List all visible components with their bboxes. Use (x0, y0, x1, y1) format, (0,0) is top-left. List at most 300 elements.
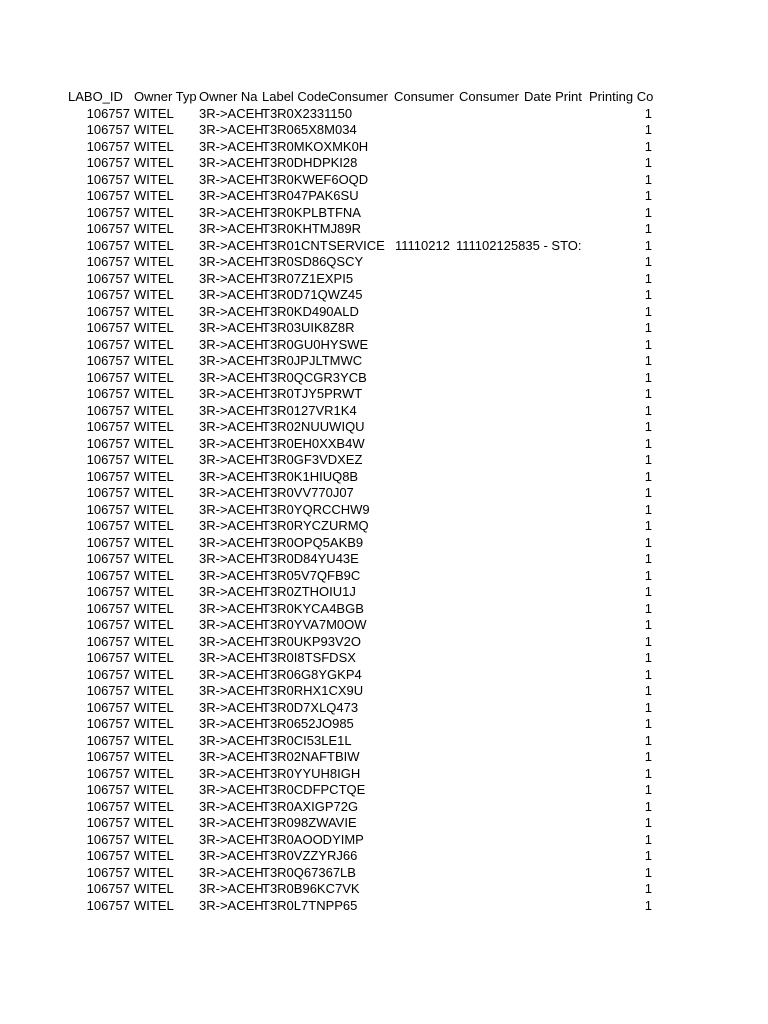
cell-printing-count: 1 (644, 683, 652, 698)
cell-owner-type: WITEL (134, 188, 174, 203)
cell-printing-count: 1 (644, 650, 652, 665)
cell-owner-type: WITEL (134, 782, 174, 797)
cell-owner-type: WITEL (134, 122, 174, 137)
cell-owner-name: 3R->ACEH (199, 881, 264, 896)
cell-owner-type: WITEL (134, 320, 174, 335)
cell-owner-type: WITEL (134, 303, 174, 319)
cell-printing-count: 1 (644, 452, 652, 467)
cell-label-code: T3R02NUUWIQU (262, 419, 365, 434)
cell-printing-count: 1 (644, 551, 652, 566)
cell-owner-name: 3R->ACEH (199, 749, 264, 764)
cell-printing-count: 1 (644, 501, 652, 517)
cell-labo-id: 106757 (86, 749, 130, 764)
cell-label-code: T3R0KWEF6OQD (262, 171, 369, 187)
cell-labo-id: 106757 (86, 864, 130, 880)
cell-owner-type: WITEL (134, 336, 174, 352)
cell-owner-name: 3R->ACEH (199, 237, 264, 253)
table-row (66, 337, 656, 354)
cell-label-code: T3R0EH0XXB4W (262, 435, 365, 451)
cell-owner-type: WITEL (134, 567, 174, 583)
data-rows (66, 106, 656, 915)
cell-printing-count: 1 (644, 204, 652, 220)
cell-owner-name: 3R->ACEH (199, 353, 264, 368)
cell-owner-type: WITEL (134, 732, 174, 748)
cell-labo-id: 106757 (86, 369, 130, 385)
cell-labo-id: 106757 (86, 452, 130, 467)
cell-printing-count: 1 (644, 534, 652, 550)
cell-owner-type: WITEL (134, 864, 174, 880)
cell-consumer-1: SERVICE (328, 237, 385, 253)
cell-printing-count: 1 (644, 600, 652, 616)
cell-printing-count: 1 (644, 188, 652, 203)
cell-printing-count: 1 (644, 485, 652, 500)
cell-labo-id: 106757 (86, 303, 130, 319)
table-row (66, 683, 656, 700)
cell-printing-count: 1 (644, 369, 652, 385)
cell-printing-count: 1 (644, 584, 652, 599)
cell-labo-id: 106757 (86, 699, 130, 715)
cell-printing-count: 1 (644, 320, 652, 335)
cell-labo-id: 106757 (86, 320, 130, 335)
cell-owner-name: 3R->ACEH (199, 369, 264, 385)
cell-owner-type: WITEL (134, 270, 174, 286)
cell-owner-type: WITEL (134, 798, 174, 814)
cell-printing-count: 1 (644, 336, 652, 352)
cell-labo-id: 106757 (86, 221, 130, 236)
cell-printing-count: 1 (644, 270, 652, 286)
cell-owner-type: WITEL (134, 204, 174, 220)
cell-printing-count: 1 (644, 798, 652, 814)
table-row (66, 139, 656, 156)
table-row (66, 782, 656, 799)
cell-owner-name: 3R->ACEH (199, 270, 264, 286)
cell-labo-id: 106757 (86, 122, 130, 137)
cell-labo-id: 106757 (86, 171, 130, 187)
cell-printing-count: 1 (644, 831, 652, 847)
cell-labo-id: 106757 (86, 815, 130, 830)
cell-owner-name: 3R->ACEH (199, 501, 264, 517)
cell-labo-id: 106757 (86, 600, 130, 616)
cell-owner-type: WITEL (134, 534, 174, 550)
cell-owner-type: WITEL (134, 815, 174, 830)
cell-labo-id: 106757 (86, 881, 130, 896)
cell-printing-count: 1 (644, 716, 652, 731)
table-row (66, 551, 656, 568)
cell-label-code: T3R0OPQ5AKB9 (262, 534, 364, 550)
cell-label-code: T3R0K1HIUQ8B (262, 468, 359, 484)
cell-owner-name: 3R->ACEH (199, 732, 264, 748)
table-row (66, 469, 656, 486)
cell-owner-type: WITEL (134, 617, 174, 632)
cell-owner-type: WITEL (134, 171, 174, 187)
cell-owner-name: 3R->ACEH (199, 683, 264, 698)
cell-owner-name: 3R->ACEH (199, 287, 264, 302)
cell-label-code: T3R0D7XLQ473 (262, 699, 359, 715)
table-row (66, 436, 656, 453)
table-row (66, 667, 656, 684)
cell-owner-type: WITEL (134, 848, 174, 863)
cell-label-code: T3R0D84YU43E (262, 551, 359, 566)
table-row (66, 287, 656, 304)
cell-printing-count: 1 (644, 402, 652, 418)
cell-owner-type: WITEL (134, 650, 174, 665)
table-row (66, 221, 656, 238)
cell-label-code: T3R06G8YGKP4 (262, 666, 362, 682)
table-row (66, 188, 656, 205)
cell-label-code: T3R0AOODYIMP (262, 831, 364, 847)
cell-owner-type: WITEL (134, 435, 174, 451)
table-row (66, 370, 656, 387)
cell-owner-name: 3R->ACEH (199, 468, 264, 484)
cell-owner-type: WITEL (134, 254, 174, 269)
cell-label-code: T3R065X8M034 (262, 122, 357, 137)
cell-labo-id: 106757 (86, 386, 130, 401)
cell-printing-count: 1 (644, 666, 652, 682)
table-row (66, 485, 656, 502)
cell-owner-type: WITEL (134, 155, 174, 170)
cell-owner-type: WITEL (134, 237, 174, 253)
cell-printing-count: 1 (644, 386, 652, 401)
cell-label-code: T3R0UKP93V2O (262, 633, 361, 649)
cell-owner-name: 3R->ACEH (199, 452, 264, 467)
cell-owner-name: 3R->ACEH (199, 584, 264, 599)
cell-owner-name: 3R->ACEH (199, 815, 264, 830)
cell-owner-type: WITEL (134, 897, 174, 913)
cell-owner-name: 3R->ACEH (199, 716, 264, 731)
header-row (66, 89, 656, 106)
cell-printing-count: 1 (644, 765, 652, 781)
cell-label-code: T3R0AXIGP72G (262, 798, 359, 814)
cell-owner-type: WITEL (134, 584, 174, 599)
cell-owner-type: WITEL (134, 699, 174, 715)
cell-owner-name: 3R->ACEH (199, 254, 264, 269)
cell-labo-id: 106757 (86, 402, 130, 418)
cell-labo-id: 106757 (86, 765, 130, 781)
cell-label-code: T3R0KPLBTFNA (262, 204, 361, 220)
cell-labo-id: 106757 (86, 435, 130, 451)
cell-label-code: T3R0RYCZURMQ (262, 518, 369, 533)
header-consumer-2: Consumer (394, 89, 454, 104)
cell-labo-id: 106757 (86, 501, 130, 517)
cell-printing-count: 1 (644, 633, 652, 649)
cell-label-code: T3R0652JO985 (262, 716, 354, 731)
cell-owner-type: WITEL (134, 419, 174, 434)
header-labo-id: LABO_ID (68, 89, 123, 104)
cell-label-code: T3R0KD490ALD (262, 303, 359, 319)
cell-labo-id: 106757 (86, 633, 130, 649)
cell-printing-count: 1 (644, 138, 652, 154)
header-consumer-1: Consumer (328, 89, 388, 104)
cell-owner-name: 3R->ACEH (199, 897, 264, 913)
cell-owner-name: 3R->ACEH (199, 650, 264, 665)
cell-label-code: T3R0127VR1K4 (262, 402, 357, 418)
cell-label-code: T3R098ZWAVIE (262, 815, 357, 830)
cell-labo-id: 106757 (86, 666, 130, 682)
table-row (66, 848, 656, 865)
cell-owner-name: 3R->ACEH (199, 105, 264, 121)
cell-labo-id: 106757 (86, 155, 130, 170)
cell-owner-type: WITEL (134, 105, 174, 121)
cell-owner-name: 3R->ACEH (199, 188, 264, 203)
cell-owner-name: 3R->ACEH (199, 518, 264, 533)
spreadsheet (66, 89, 656, 914)
header-printing-co: Printing Co (589, 89, 654, 104)
cell-printing-count: 1 (644, 782, 652, 797)
cell-owner-name: 3R->ACEH (199, 485, 264, 500)
cell-labo-id: 106757 (86, 518, 130, 533)
table-row (66, 865, 656, 882)
cell-consumer-3: 111102125835 - STO: (456, 237, 582, 253)
cell-owner-type: WITEL (134, 633, 174, 649)
cell-owner-name: 3R->ACEH (199, 864, 264, 880)
cell-label-code: T3R0YYUH8IGH (262, 765, 361, 781)
table-row (66, 733, 656, 750)
table-row (66, 634, 656, 651)
cell-owner-name: 3R->ACEH (199, 666, 264, 682)
cell-labo-id: 106757 (86, 567, 130, 583)
cell-label-code: T3R0CI53LE1L (262, 732, 352, 748)
table-row (66, 238, 656, 255)
cell-owner-type: WITEL (134, 666, 174, 682)
cell-owner-type: WITEL (134, 402, 174, 418)
cell-labo-id: 106757 (86, 650, 130, 665)
cell-owner-type: WITEL (134, 485, 174, 500)
table-row (66, 601, 656, 618)
cell-labo-id: 106757 (86, 336, 130, 352)
cell-owner-name: 3R->ACEH (199, 138, 264, 154)
cell-labo-id: 106757 (86, 716, 130, 731)
table-row (66, 205, 656, 222)
cell-owner-name: 3R->ACEH (199, 204, 264, 220)
cell-labo-id: 106757 (86, 138, 130, 154)
cell-owner-name: 3R->ACEH (199, 402, 264, 418)
cell-owner-type: WITEL (134, 386, 174, 401)
cell-labo-id: 106757 (86, 897, 130, 913)
cell-consumer-2: 11110212 (395, 237, 450, 253)
cell-owner-name: 3R->ACEH (199, 386, 264, 401)
cell-owner-type: WITEL (134, 683, 174, 698)
cell-owner-name: 3R->ACEH (199, 567, 264, 583)
header-date-print: Date Print (524, 89, 582, 104)
cell-printing-count: 1 (644, 897, 652, 913)
cell-label-code: T3R0YQRCCHW9 (262, 501, 370, 517)
cell-label-code: T3R0YVA7M0OW (262, 617, 367, 632)
cell-labo-id: 106757 (86, 831, 130, 847)
cell-owner-name: 3R->ACEH (199, 617, 264, 632)
cell-printing-count: 1 (644, 881, 652, 896)
cell-label-code: T3R0MKOXMK0H (262, 138, 369, 154)
cell-label-code: T3R0Q67367LB (262, 864, 356, 880)
cell-printing-count: 1 (644, 122, 652, 137)
cell-labo-id: 106757 (86, 254, 130, 269)
cell-printing-count: 1 (644, 287, 652, 302)
cell-owner-type: WITEL (134, 881, 174, 896)
table-row (66, 254, 656, 271)
table-row (66, 106, 656, 123)
table-row (66, 419, 656, 436)
cell-label-code: T3R0QCGR3YCB (262, 369, 367, 385)
table-row (66, 452, 656, 469)
header-label-code: Label Code (262, 89, 329, 104)
cell-printing-count: 1 (644, 749, 652, 764)
cell-label-code: T3R0RHX1CX9U (262, 683, 364, 698)
cell-owner-name: 3R->ACEH (199, 848, 264, 863)
cell-labo-id: 106757 (86, 237, 130, 253)
cell-labo-id: 106757 (86, 204, 130, 220)
table-row (66, 320, 656, 337)
cell-labo-id: 106757 (86, 848, 130, 863)
cell-owner-name: 3R->ACEH (199, 798, 264, 814)
cell-printing-count: 1 (644, 221, 652, 236)
table-row (66, 716, 656, 733)
table-row (66, 386, 656, 403)
cell-label-code: T3R0B96KC7VK (262, 881, 360, 896)
table-row (66, 700, 656, 717)
cell-label-code: T3R0GU0HYSWE (262, 336, 369, 352)
table-row (66, 749, 656, 766)
cell-label-code: T3R0CDFPCTQE (262, 782, 366, 797)
table-row (66, 617, 656, 634)
header-owner-name: Owner Na (199, 89, 258, 104)
cell-label-code: T3R0VV770J07 (262, 485, 354, 500)
cell-owner-type: WITEL (134, 518, 174, 533)
table-row (66, 518, 656, 535)
cell-labo-id: 106757 (86, 287, 130, 302)
cell-owner-type: WITEL (134, 600, 174, 616)
cell-owner-name: 3R->ACEH (199, 699, 264, 715)
table-row (66, 502, 656, 519)
table-row (66, 568, 656, 585)
cell-labo-id: 106757 (86, 485, 130, 500)
header-consumer-3: Consumer (459, 89, 519, 104)
cell-owner-name: 3R->ACEH (199, 336, 264, 352)
cell-owner-name: 3R->ACEH (199, 831, 264, 847)
table-row (66, 172, 656, 189)
cell-printing-count: 1 (644, 105, 652, 121)
cell-owner-name: 3R->ACEH (199, 221, 264, 236)
table-row (66, 271, 656, 288)
cell-label-code: T3R0DHDPKI28 (262, 155, 358, 170)
cell-owner-name: 3R->ACEH (199, 155, 264, 170)
cell-owner-name: 3R->ACEH (199, 782, 264, 797)
cell-owner-type: WITEL (134, 287, 174, 302)
cell-label-code: T3R047PAK6SU (262, 188, 359, 203)
table-row (66, 155, 656, 172)
cell-labo-id: 106757 (86, 188, 130, 203)
cell-owner-name: 3R->ACEH (199, 419, 264, 434)
cell-label-code: T3R07Z1EXPI5 (262, 270, 354, 286)
cell-printing-count: 1 (644, 732, 652, 748)
table-row (66, 535, 656, 552)
cell-printing-count: 1 (644, 237, 652, 253)
cell-labo-id: 106757 (86, 551, 130, 566)
table-row (66, 898, 656, 915)
cell-printing-count: 1 (644, 864, 652, 880)
cell-owner-type: WITEL (134, 369, 174, 385)
cell-owner-name: 3R->ACEH (199, 303, 264, 319)
cell-labo-id: 106757 (86, 782, 130, 797)
cell-owner-name: 3R->ACEH (199, 633, 264, 649)
table-row (66, 799, 656, 816)
table-row (66, 403, 656, 420)
cell-owner-type: WITEL (134, 551, 174, 566)
cell-printing-count: 1 (644, 435, 652, 451)
cell-labo-id: 106757 (86, 732, 130, 748)
cell-label-code: T3R0KHTMJ89R (262, 221, 361, 236)
cell-owner-type: WITEL (134, 831, 174, 847)
cell-printing-count: 1 (644, 567, 652, 583)
cell-labo-id: 106757 (86, 419, 130, 434)
cell-printing-count: 1 (644, 303, 652, 319)
cell-printing-count: 1 (644, 419, 652, 434)
cell-label-code: T3R0ZTHOIU1J (262, 584, 356, 599)
cell-owner-type: WITEL (134, 221, 174, 236)
cell-labo-id: 106757 (86, 468, 130, 484)
cell-owner-name: 3R->ACEH (199, 600, 264, 616)
cell-owner-name: 3R->ACEH (199, 765, 264, 781)
cell-owner-name: 3R->ACEH (199, 551, 264, 566)
cell-label-code: T3R0TJY5PRWT (262, 386, 363, 401)
table-row (66, 815, 656, 832)
cell-label-code: T3R0VZZYRJ66 (262, 848, 358, 863)
cell-owner-type: WITEL (134, 749, 174, 764)
header-owner-type: Owner Typ (134, 89, 197, 104)
cell-label-code: T3R03UIK8Z8R (262, 320, 355, 335)
cell-owner-type: WITEL (134, 138, 174, 154)
cell-labo-id: 106757 (86, 105, 130, 121)
cell-labo-id: 106757 (86, 270, 130, 286)
cell-labo-id: 106757 (86, 683, 130, 698)
cell-owner-type: WITEL (134, 468, 174, 484)
cell-label-code: T3R0SD86QSCY (262, 254, 364, 269)
cell-label-code: T3R0X2331150 (262, 105, 353, 121)
table-row (66, 650, 656, 667)
cell-printing-count: 1 (644, 518, 652, 533)
cell-label-code: T3R02NAFTBIW (262, 749, 360, 764)
cell-label-code: T3R0I8TSFDSX (262, 650, 356, 665)
cell-owner-type: WITEL (134, 353, 174, 368)
cell-printing-count: 1 (644, 848, 652, 863)
cell-label-code: T3R0GF3VDXEZ (262, 452, 363, 467)
cell-printing-count: 1 (644, 617, 652, 632)
cell-labo-id: 106757 (86, 353, 130, 368)
cell-owner-name: 3R->ACEH (199, 122, 264, 137)
cell-printing-count: 1 (644, 468, 652, 484)
table-row (66, 881, 656, 898)
cell-labo-id: 106757 (86, 584, 130, 599)
cell-printing-count: 1 (644, 699, 652, 715)
table-row (66, 304, 656, 321)
cell-owner-name: 3R->ACEH (199, 171, 264, 187)
cell-printing-count: 1 (644, 254, 652, 269)
cell-label-code: T3R0KYCA4BGB (262, 600, 364, 616)
cell-owner-type: WITEL (134, 452, 174, 467)
cell-labo-id: 106757 (86, 798, 130, 814)
table-row (66, 832, 656, 849)
cell-printing-count: 1 (644, 155, 652, 170)
cell-owner-type: WITEL (134, 716, 174, 731)
cell-label-code: T3R05V7QFB9C (262, 567, 361, 583)
cell-owner-name: 3R->ACEH (199, 534, 264, 550)
table-row (66, 766, 656, 783)
cell-owner-name: 3R->ACEH (199, 320, 264, 335)
cell-labo-id: 106757 (86, 534, 130, 550)
table-row (66, 122, 656, 139)
cell-label-code: T3R01CNT (262, 237, 328, 253)
cell-labo-id: 106757 (86, 617, 130, 632)
cell-printing-count: 1 (644, 815, 652, 830)
cell-printing-count: 1 (644, 171, 652, 187)
